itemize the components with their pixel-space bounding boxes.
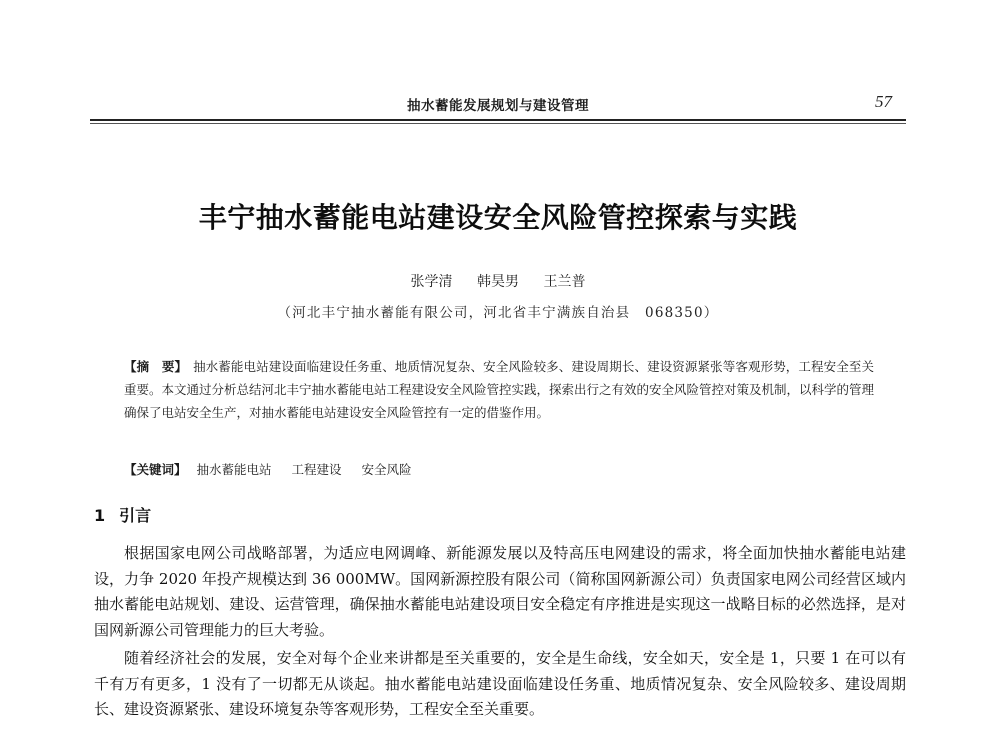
body-paragraph: 随着经济社会的发展，安全对每个企业来讲都是至关重要的，安全是生命线，安全如天，安全是 1，只要 1 在可以有千有万有更多，1 没有了一切都无从谈起。抽水蓄能电站建设面临建设任务重、地质情况复杂、安全风险较多、建设周期长、建设资源紧张、建设环境复杂等客观形势，工程安全至关重要。: [94, 649, 906, 718]
article-title: 丰宁抽水蓄能电站建设安全风险管控探索与实践: [198, 201, 798, 234]
author-affiliation: （河北丰宁抽水蓄能有限公司，河北省丰宁满族自治县 068350）: [277, 305, 719, 321]
author-name: 韩昊男: [477, 274, 519, 290]
keywords: [124, 460, 874, 478]
abstract: [124, 355, 874, 424]
section-number: 1: [94, 506, 106, 525]
page-number: 57: [875, 92, 892, 111]
body-text: [94, 541, 906, 726]
abstract-label: 【摘 要】: [124, 359, 188, 374]
running-header: [90, 92, 906, 118]
body-paragraph: 根据国家电网公司战略部署，为适应电网调峰、新能源发展以及特高压电网建设的需求，将全面加快抽水蓄能电站建设，力争 2020 年投产规模达到 36 000MW。国网新源控股有限公司（简称国网新源公司）负责国家电网公司经营区域内抽水蓄能电站规划、建设、运营管理，确保抽水蓄能电站建设项目安全稳定有序推进是实现这一战略目标的必然选择，是对国网新源公司管理能力的巨大考验。: [94, 544, 906, 639]
author-list: [90, 271, 906, 291]
author-name: 王兰普: [543, 274, 586, 290]
keywords-label: 【关键词】: [124, 462, 187, 477]
section-heading: [94, 503, 151, 526]
keyword: 安全风险: [361, 462, 412, 477]
running-title: 抽水蓄能发展规划与建设管理: [407, 98, 589, 114]
section-title: 引言: [119, 506, 152, 525]
keyword: 工程建设: [291, 462, 342, 477]
header-rule: [90, 119, 906, 121]
keyword: 抽水蓄能电站: [196, 462, 272, 477]
header-rule-thin: [90, 123, 906, 124]
author-name: 张学清: [410, 274, 453, 290]
abstract-text: 抽水蓄能电站建设面临建设任务重、地质情况复杂、安全风险较多、建设周期长、建设资源紧张等客观形势，工程安全至关重要。本文通过分析总结河北丰宁抽水蓄能电站工程建设安全风险管控实践，探索出行之有效的安全风险管控对策及机制，以科学的管理确保了电站安全生产，对抽水蓄能电站建设安全风险管控有一定的借鉴作用。: [124, 359, 875, 420]
